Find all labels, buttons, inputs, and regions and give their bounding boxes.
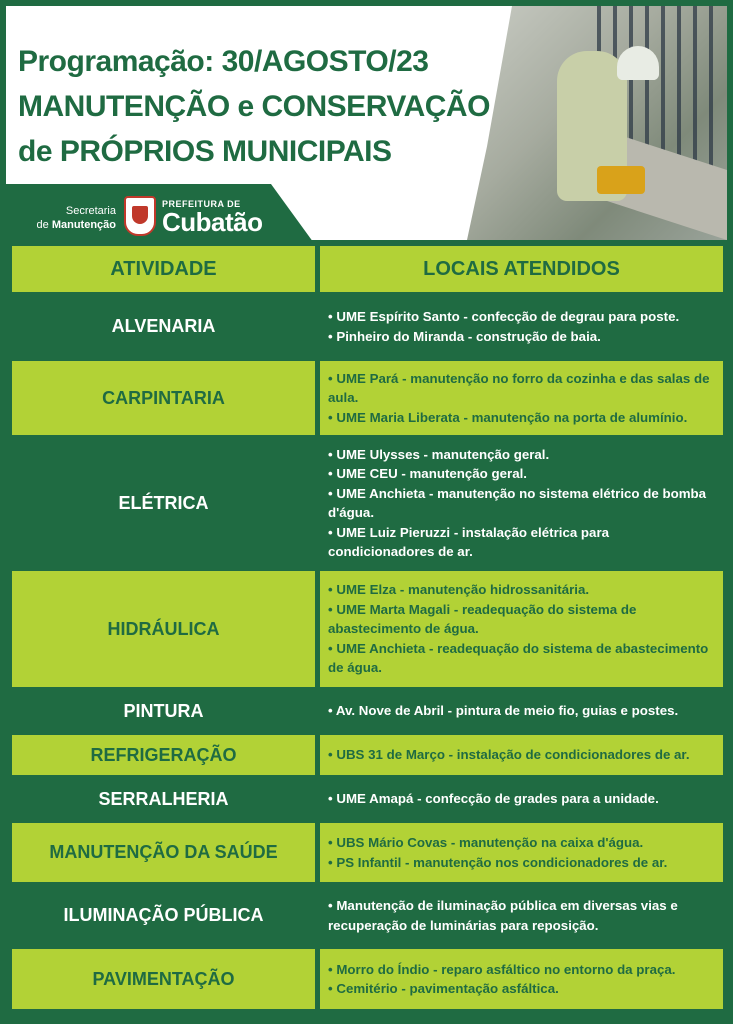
location-item: • PS Infantil - manutenção nos condicionadores de ar. — [328, 854, 668, 870]
table-row — [12, 735, 723, 775]
location-item: • UBS 31 de Março - instalação de condicionadores de ar. — [328, 747, 690, 763]
location-item: • Pinheiro do Miranda - construção de baia. — [328, 328, 601, 344]
activity-cell: CARPINTARIA — [12, 361, 315, 435]
title-line-3: de PRÓPRIOS MUNICIPAIS — [18, 135, 392, 168]
location-item: • UME Maria Liberata - manutenção na porta de alumínio. — [328, 409, 688, 425]
locations-cell — [320, 361, 723, 435]
table-row — [12, 297, 723, 356]
secretaria-name: Manutenção — [51, 219, 116, 231]
locations-cell — [320, 887, 723, 944]
table-row — [12, 887, 723, 944]
activity-cell: MANUTENÇÃO DA SAÚDE — [12, 823, 315, 882]
prefeitura-city: Cubatão — [162, 207, 263, 237]
location-item: • UME Anchieta - readequação do sistema de abastecimento de água. — [328, 640, 709, 676]
location-item: • Manutenção de iluminação pública em diversas vias e recuperação de luminárias para reposição. — [328, 898, 678, 933]
locations-cell — [320, 440, 723, 566]
locations-cell — [320, 297, 723, 356]
column-header-locations: LOCAIS ATENDIDOS — [320, 246, 723, 292]
location-item: • UME Luiz Pieruzzi - instalação elétrica para condicionadores de ar. — [328, 524, 610, 559]
table-row — [12, 823, 723, 882]
prefeitura-logo — [162, 199, 263, 235]
activity-cell: PAVIMENTAÇÃO — [12, 949, 315, 1009]
city-crest-icon — [124, 196, 156, 236]
activity-cell: ALVENARIA — [12, 297, 315, 356]
table-row — [12, 440, 723, 566]
title-line-2: MANUTENÇÃO e CONSERVAÇÃO — [18, 90, 490, 123]
table-row — [12, 571, 723, 687]
location-item: • UME Pará - manutenção no forro da cozinha e das salas de aula. — [328, 370, 710, 406]
location-item: • UME Marta Magali - readequação do sistema de abastecimento de água. — [328, 601, 637, 637]
secretaria-label — [26, 204, 116, 232]
table-row — [12, 361, 723, 435]
prefeitura-small: PREFEITURA DE — [162, 199, 241, 209]
locations-cell — [320, 692, 723, 730]
locations-cell — [320, 780, 723, 818]
activity-cell: HIDRÁULICA — [12, 571, 315, 687]
location-item: • Morro do Índio - reparo asfáltico no entorno da praça. — [328, 961, 676, 977]
location-item: • UME CEU - manutenção geral. — [328, 466, 527, 481]
location-item: • UME Anchieta - manutenção no sistema elétrico de bomba d'água. — [328, 485, 707, 520]
locations-cell — [320, 949, 723, 1009]
locations-cell — [320, 823, 723, 882]
drill — [597, 166, 645, 194]
location-item: • UME Espírito Santo - confecção de degrau para poste. — [328, 309, 680, 324]
secretaria-prefix: de — [36, 219, 49, 231]
location-item: • UME Amapá - confecção de grades para a unidade. — [328, 791, 659, 807]
poster-header — [6, 6, 727, 240]
activity-cell: ELÉTRICA — [12, 440, 315, 566]
location-item: • UME Ulysses - manutenção geral. — [328, 446, 550, 462]
table-row — [12, 949, 723, 1009]
locations-cell — [320, 571, 723, 687]
table-row — [12, 780, 723, 818]
activity-cell: REFRIGERAÇÃO — [12, 735, 315, 775]
activity-cell: SERRALHERIA — [12, 780, 315, 818]
table-row — [12, 692, 723, 730]
column-header-activity: ATIVIDADE — [12, 246, 315, 292]
poster-title — [18, 39, 538, 174]
title-date: Programação: 30/AGOSTO/23 — [18, 45, 429, 78]
activity-cell: ILUMINAÇÃO PÚBLICA — [12, 887, 315, 944]
location-item: • Cemitério - pavimentação asfáltica. — [328, 981, 559, 996]
secretaria-line-1: Secretaria — [65, 205, 116, 217]
activity-cell: PINTURA — [12, 692, 315, 730]
helmet — [617, 46, 659, 80]
location-item: • UBS Mário Covas - manutenção na caixa d'água. — [328, 835, 644, 850]
location-item: • UME Elza - manutenção hidrossanitária. — [328, 582, 590, 598]
locations-cell — [320, 735, 723, 775]
location-item: • Av. Nove de Abril - pintura de meio fio, guias e postes. — [328, 703, 679, 719]
